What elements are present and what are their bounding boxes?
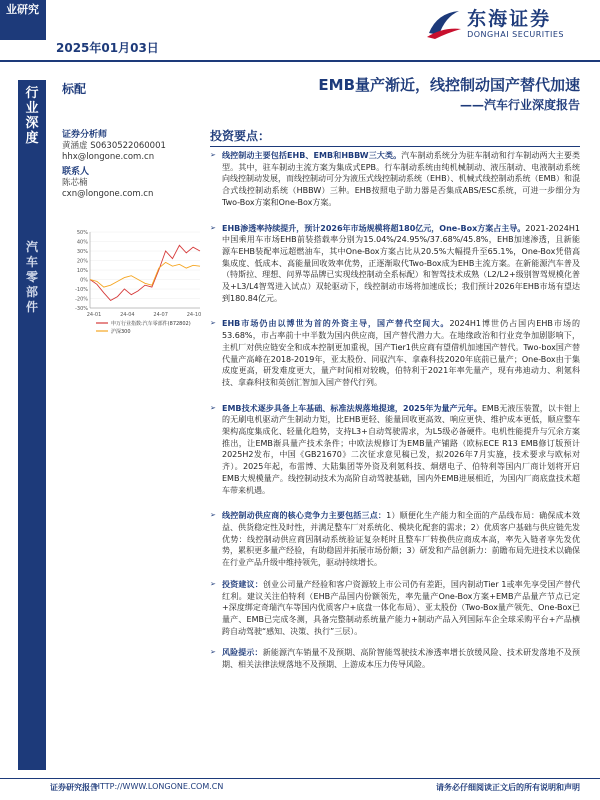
contact-email[interactable]: cxn@longone.com.cn <box>62 189 154 199</box>
x-tick-label: 24-10 <box>186 312 202 318</box>
investment-points <box>210 150 580 671</box>
bullet-arrow-icon: ➢ <box>210 579 216 588</box>
point-core-competence: ➢ 线控制动供应商的核心竞争力主要包括三点：1）顺便化生产能力和全面的产品线布局：确保成本效益、供货稳定性及时性，并满足整车厂对系统化、模块化配套的需求；2）优质客户基础与供应链先发优势：线控制动供应商因制动系统验证复杂耗时且整车厂转换供应商成本高，率先入链者享先发优势，累积更多量产经验，有助稳固并拓展市场份额；3）研发和产品创新力：前瞻布局先进技术以确保在行业产品升级中维持领先，驱动持续增长。 <box>210 511 580 568</box>
series-line-1 <box>90 245 200 300</box>
y-tick-label: -30% <box>75 306 88 312</box>
bullet-arrow-icon: ➢ <box>210 511 216 520</box>
company-logo <box>425 7 564 41</box>
y-tick-label: 10% <box>76 268 88 274</box>
y-tick-label: 0% <box>80 277 88 284</box>
point-risk-warning: ➢ 风险提示：新能源汽车销量不及预期、高阶智能驾驶技术渗透率增长放缓风险、技术研发落地不及预期、相关法律法规落地不及预期、上游成本压力传导风险。 <box>210 648 581 670</box>
analyst-name: 黄涵虚 S0630522060001 <box>62 141 166 151</box>
footer-label: 证券研究报告 <box>50 783 98 792</box>
logo-cn-text: 东海证券 <box>467 8 552 30</box>
index-performance-chart <box>64 228 204 348</box>
footer-url[interactable]: HTTP://WWW.LONGONE.COM.CN <box>94 782 224 791</box>
point-ehb-market: ➢ EHB市场仍由以博世为首的外资主导，国产替代空间大。2024H1博世仍占国内EHB市场的53.68%，市占率前十中半数为国内供应商，国产替代潜力大。在地缘政治和行业竞争加剧影响下，主机厂对供应链安全和成本控制更加重视，国产Tier1供应商有望借机加速国产替代。Two-box国产替代量产高峰在2018-2019年，亚太股份、同驭汽车、拿森科技2020年底前已量产；One-Box由于集成度更高，研发难度更大，量产时间相对较晚，伯特利于2021年率先量产，现有弗迪动力、利氪科技、拿森科技和英创汇智加入国产替代行列。 <box>210 319 580 387</box>
y-tick-label: 40% <box>76 239 88 246</box>
legend-label: 申万行业指数:汽车零部件(872802) <box>111 321 191 327</box>
report-date: 2025年01月03日 <box>56 41 159 55</box>
report-title: EMB量产渐近，线控制动国产替代加速 <box>318 76 580 94</box>
point-emb-tech: ➢ EMB技术逐步具备上车基础、标准法规落地提速，2025年为量产元年。EMB无液压装置，以卡钳上的无刷电机驱动产生制动力矩，比EHB更轻、能量回收更高效、响应更快、维护成本更低，顺应整车架构高度集成化、轻量化趋势，支持L3+自动驾驶需求，为L5级必备硬件。电机性能提升与冗余方案推出，让EMB渐具量产技术条件；中欧法规修订为EMB量产铺路（欧标ECE R13 EMB修订版预计2025H2发布，中国《GB21670》二次征求意见稿已发，拟2026年7月实施，技术要求与欧标对齐）。2025年起，布雷博、大陆集团等外资及利氪科技、炯熠电子、伯特利等国内厂商计划将开启EMB大规模量产。线控制动技术为高阶自动驾驶基础，国内外EMB进展相近，为国内厂商底盘技术超车带来机遇。 <box>210 403 580 495</box>
bullet-arrow-icon: ➢ <box>210 403 216 412</box>
logo-en-text: DONGHAI SECURITIES <box>467 30 564 39</box>
bullet-arrow-icon: ➢ <box>210 151 216 159</box>
category-label: 行 业 深 度 <box>25 86 39 146</box>
y-tick-label: 30% <box>76 249 88 255</box>
contact-label: 联系人 <box>62 167 90 177</box>
report-type-tab: 业研究 <box>0 0 46 40</box>
series-line-2 <box>90 262 200 287</box>
industry-label: 汽 车 零 部 件 <box>25 240 38 314</box>
report-subtitle: ——汽车行业深度报告 <box>459 98 580 112</box>
points-divider <box>210 146 580 147</box>
point-investment-advice: ➢ 投资建议：创业公司量产经验和客户资源较上市公司仍有差距，国内制动Tier 1或率先享受国产替代红利。建议关注伯特利（EHB产品国内份额领先，率先量产One-Box方案+EMB产品量产节点已定+深度绑定奇瑞汽车等国内优质客户+底盘一体化布局）、亚太股份（Two-Box量产领先、One-Box已量产、EMB已完成冬测，具备完整制动系统量产能力+制动产品入列国际车企全球采购平台+产品横跨自动驾驶“感知、决策、执行”三层）。 <box>210 579 580 636</box>
y-tick-label: -10% <box>75 287 88 293</box>
point-ehb-penetration: ➢ EHB渗透率持续提升，预计2026年市场规模将超180亿元，One-Box方案占主导。2021-2024H1中国乘用车市场EHB前装搭载率分别为15.04%/24.95%/37.68%/45.8%，EHB加速渗透，且新能源车EHB装配率远超燃油车，其中One-Box方案占比从20.5%大幅提升至65.1%，One-Box凭借高集成度、低成本、高能量回收效率优势，正逐渐取代Two-Box成为EHB主流方案。在新能源汽车普及（特斯拉、理想、问界等品牌已实现线控制动全系标配）和智驾技术成熟（L2/L2+级别智驾规模化普及+L3/L4智驾进入试点）双轮驱动下，线控制动市场将加速成长；我们预计2026年EHB市场有望达到180.84亿元。 <box>210 223 580 303</box>
left-category-bar <box>18 80 46 770</box>
x-tick-label: 24-04 <box>120 312 135 318</box>
point-brake-types: ➢ 线控制动主要包括EHB、EMB和HBBW三大类。汽车制动系统分为驻车制动和行车制动两大主要类型。其中，驻车制动主流方案为集成式EPB。行车制动系统由纯机械制动、液压制动、电液制动系统向线控制动发展，而线控制动可分为液压式线控制动系统（EHB）、机械式线控制动系统（EMB）和混合式线控制动系统（HBBW）三种。EHB按照电子助力器是否集成ABS/ESC系统，可进一步细分为Two-Box方案和One-Box方案。 <box>210 151 581 207</box>
bullet-arrow-icon: ➢ <box>210 223 216 232</box>
y-tick-label: -20% <box>75 296 88 303</box>
investment-points-heading: 投资要点： <box>210 129 271 143</box>
footer-divider <box>0 778 600 779</box>
header-divider <box>0 60 600 62</box>
sidebar <box>62 80 202 200</box>
y-tick-label: 50% <box>76 230 88 236</box>
footer-disclaimer: 请务必仔细阅读正文后的所有说明和声明 <box>436 783 580 792</box>
bullet-arrow-icon: ➢ <box>210 648 216 657</box>
analyst-label: 证券分析师 <box>62 130 108 140</box>
contact-name: 陈芯楠 <box>62 178 88 188</box>
y-tick-label: 20% <box>76 258 88 265</box>
x-tick-label: 24-01 <box>86 312 102 318</box>
analyst-email[interactable]: hhx@longone.com.cn <box>62 152 155 162</box>
bullet-arrow-icon: ➢ <box>210 319 216 328</box>
donghai-logo-icon <box>425 7 463 41</box>
rating: 标配 <box>62 82 87 96</box>
legend-label: 沪深300 <box>111 329 131 335</box>
x-tick-label: 24-07 <box>153 312 168 318</box>
